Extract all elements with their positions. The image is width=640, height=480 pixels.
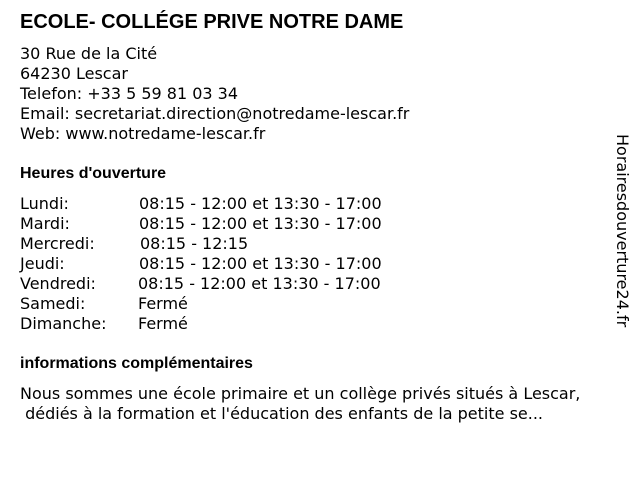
- day-label: Dimanche:: [20, 314, 107, 333]
- city: 64230 Lescar: [20, 64, 128, 83]
- day-label: Vendredi:: [20, 274, 96, 293]
- street: 30 Rue de la Cité: [20, 44, 158, 63]
- day-hours: 08:15 - 12:15: [140, 234, 249, 253]
- description-line: dédiés à la formation et l'éducation des enfants de la petite se...: [20, 404, 544, 423]
- hours-row-sunday: [20, 314, 440, 334]
- hours-title: Heures d'ouverture: [20, 165, 167, 182]
- phone: Telefon: +33 5 59 81 03 34: [20, 84, 239, 103]
- description-line: Nous sommes une école primaire et un collège privés situés à Lescar,: [20, 384, 581, 403]
- info-title: informations complémentaires: [20, 355, 253, 372]
- day-hours: 08:15 - 12:00 et 13:30 - 17:00: [139, 194, 382, 213]
- address-block: [20, 44, 409, 144]
- day-hours: 08:15 - 12:00 et 13:30 - 17:00: [138, 274, 381, 293]
- website: Web: www.notredame-lescar.fr: [20, 124, 266, 143]
- email: Email: secretariat.direction@notredame-lescar.fr: [20, 104, 410, 123]
- hours-row-friday: [20, 274, 440, 294]
- day-label: Jeudi:: [20, 254, 65, 273]
- hours-row-monday: [20, 194, 440, 214]
- hours-row-tuesday: [20, 214, 440, 234]
- watermark: [612, 134, 632, 344]
- day-label: Mercredi:: [20, 234, 95, 253]
- day-label: Samedi:: [20, 294, 86, 313]
- hours-table: [20, 194, 440, 334]
- day-hours: Fermé: [138, 314, 188, 333]
- hours-row-saturday: [20, 294, 440, 314]
- day-label: Mardi:: [20, 214, 70, 233]
- hours-row-thursday: [20, 254, 440, 274]
- description: [20, 384, 630, 424]
- day-hours: 08:15 - 12:00 et 13:30 - 17:00: [139, 254, 382, 273]
- hours-row-wednesday: [20, 234, 440, 254]
- day-hours: Fermé: [138, 294, 188, 313]
- school-name: ECOLE- COLLÉGE PRIVE NOTRE DAME: [20, 11, 404, 33]
- day-hours: 08:15 - 12:00 et 13:30 - 17:00: [139, 214, 382, 233]
- watermark-text: Horairesdouverture24.fr: [613, 134, 632, 328]
- day-label: Lundi:: [20, 194, 69, 213]
